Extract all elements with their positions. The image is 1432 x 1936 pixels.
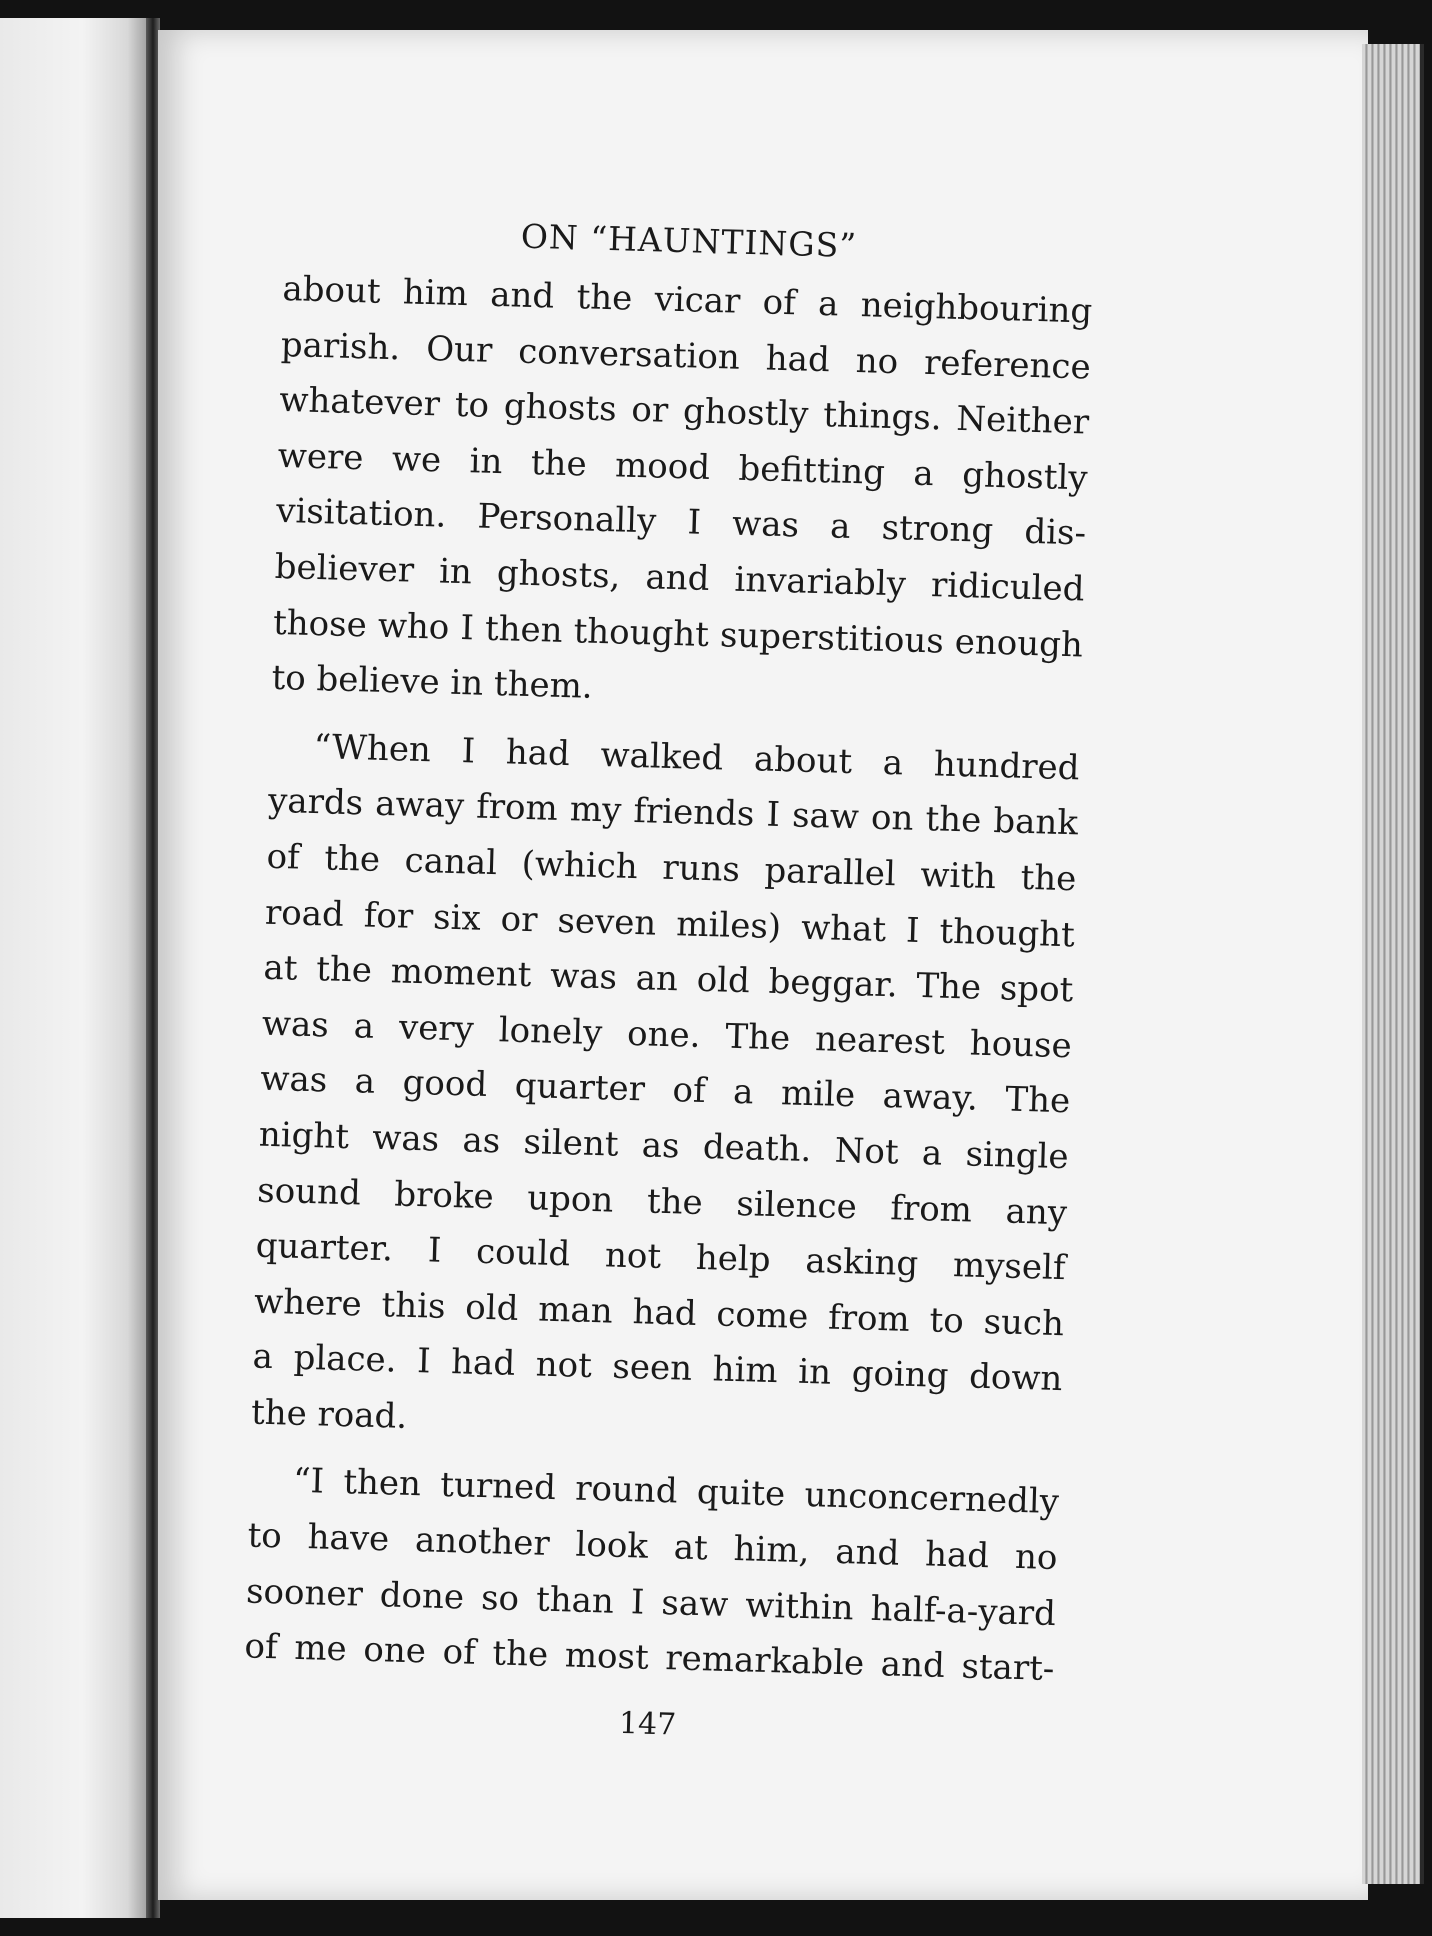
text-line: believer in ghosts, and invariably ridiculed	[274, 546, 1085, 610]
text-line: a place. I had not seen him in going down	[252, 1336, 1063, 1400]
text-line: “When I had walked about a hundred	[313, 726, 1081, 789]
text-line: of me one of the most remarkable and start-	[244, 1626, 1055, 1690]
text-line: “I then turned round quite unconcernedly	[292, 1461, 1060, 1523]
page-edges	[1362, 44, 1420, 1884]
text-line: yards away from my friends I saw on the bank	[267, 781, 1079, 844]
text-line: where this old man had come from to such	[253, 1281, 1065, 1344]
text-line: visitation. Personally I was a strong dis-	[275, 491, 1087, 554]
text-line: the road.	[250, 1392, 408, 1437]
paragraph	[244, 1453, 1060, 1698]
text-line: at the moment was an old beggar. The spot	[262, 947, 1074, 1011]
text-line: sound broke upon the silence from any	[256, 1170, 1068, 1233]
text-line: to believe in them.	[271, 657, 594, 707]
text-line: of the canal (which runs parallel with the	[266, 836, 1077, 900]
text-line: road for six or seven miles) what I thought	[264, 892, 1076, 955]
text-line: sooner done so than I saw within half-a-yard	[245, 1571, 1057, 1634]
running-head: ON “HAUNTINGS”	[520, 216, 858, 265]
text-line: to have another look at him, and had no	[247, 1515, 1058, 1579]
text-line: quarter. I could not help asking myself	[255, 1225, 1067, 1289]
text-line: about him and the vicar of a neighbouring	[281, 268, 1093, 332]
page-number: 147	[618, 1705, 677, 1743]
text-line: those who I then thought superstitious enough	[272, 602, 1084, 666]
paragraph	[250, 719, 1080, 1464]
text-line: was a very lonely one. The nearest house	[261, 1003, 1073, 1067]
text-line: were we in the mood befitting a ghostly	[277, 435, 1089, 499]
text-line: whatever to ghosts or ghostly things. Neither	[278, 380, 1090, 443]
page-text	[242, 200, 1095, 1766]
paragraph	[271, 262, 1093, 729]
left-page-edge	[0, 18, 150, 1918]
text-line: parish. Our conversation had no reference	[280, 324, 1092, 388]
text-line: was a good quarter of a mile away. The	[259, 1058, 1071, 1122]
text-line: night was as silent as death. Not a single	[258, 1114, 1070, 1178]
